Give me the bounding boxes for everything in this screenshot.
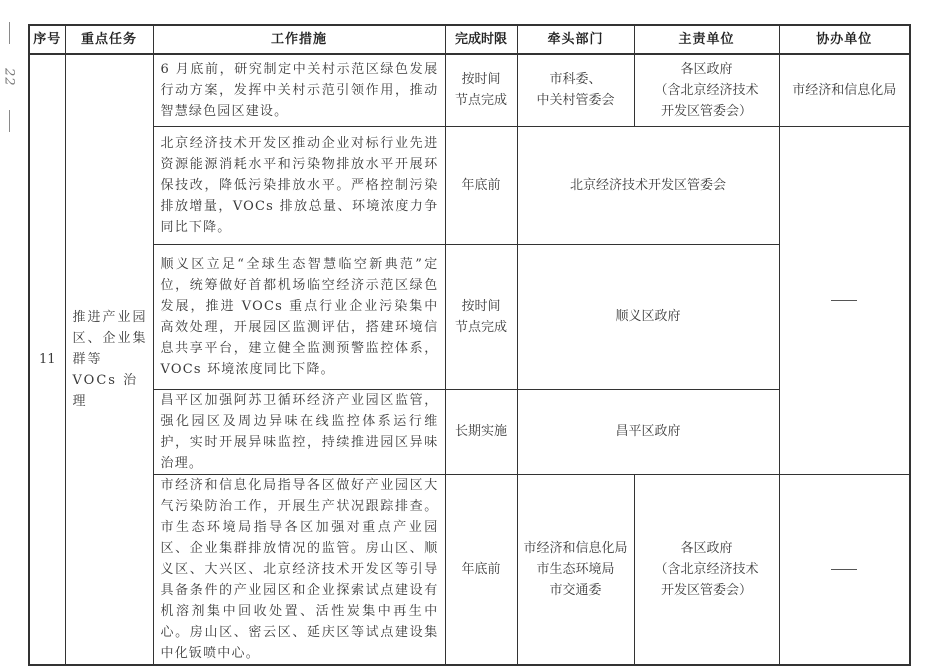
measure-cell: 昌平区加强阿苏卫循环经济产业园区监管，强化园区及周边异味在线监控体系运行维护，实时开展异味监控，持续推进园区异味治理。 bbox=[153, 389, 445, 474]
header-row bbox=[29, 25, 910, 54]
assist-unit-cell: 市经济和信息化局 bbox=[779, 54, 910, 126]
deadline-line: 节点完成 bbox=[454, 319, 507, 335]
main-unit-cell bbox=[634, 474, 779, 665]
deadline-cell: 年底前 bbox=[445, 474, 517, 665]
seq-cell: 11 bbox=[29, 54, 65, 665]
main-line: （含北京经济技术 bbox=[654, 82, 759, 98]
lead-line: 中关村管委会 bbox=[536, 93, 615, 109]
deadline-cell: 年底前 bbox=[445, 126, 517, 244]
lead-main-cell: 顺义区政府 bbox=[517, 244, 779, 389]
deadline-line: 按时间 bbox=[461, 72, 501, 88]
header-measure: 工作措施 bbox=[153, 25, 445, 54]
measure-cell: 6 月底前，研究制定中关村示范区绿色发展行动方案，发挥中关村示范引领作用，推动智慧绿色园区建设。 bbox=[153, 54, 445, 126]
main-unit-cell bbox=[634, 54, 779, 126]
measure-cell: 市经济和信息化局指导各区做好产业园区大气污染防治工作，开展生产状况跟踪排查。市生态环境局指导各区加强对重点产业园区、企业集群排放情况的监管。房山区、顺义区、大兴区、北京经济技术开发区等引导具备条件的产业园区和企业探索试点建设有机溶剂集中回收处置、活性炭集中再生中心。房山区、密云区、延庆区等试点建设集中化钣喷中心。 bbox=[153, 474, 445, 665]
main-line: （含北京经济技术 bbox=[654, 561, 759, 577]
dash-mark bbox=[831, 300, 857, 301]
deadline-cell bbox=[445, 244, 517, 389]
assist-unit-cell bbox=[779, 474, 910, 665]
deadline-line: 按时间 bbox=[461, 298, 501, 314]
assist-unit-cell bbox=[779, 126, 910, 474]
header-lead-dept: 牵头部门 bbox=[517, 25, 634, 54]
header-assist-unit: 协办单位 bbox=[779, 25, 910, 54]
main-line: 开发区管委会） bbox=[660, 582, 752, 598]
page-number bbox=[0, 22, 18, 132]
table-row bbox=[29, 389, 910, 474]
lead-main-cell: 昌平区政府 bbox=[517, 389, 779, 474]
deadline-cell bbox=[445, 54, 517, 126]
table-row bbox=[29, 54, 910, 126]
main-line: 各区政府 bbox=[680, 61, 733, 77]
divider bbox=[9, 110, 10, 132]
dash-mark bbox=[831, 569, 857, 570]
task-table bbox=[28, 24, 911, 666]
lead-main-cell: 北京经济技术开发区管委会 bbox=[517, 126, 779, 244]
lead-line: 市科委、 bbox=[549, 72, 602, 88]
task-cell: 推进产业园区、企业集群等 VOCs 治理 bbox=[65, 54, 153, 665]
table-row bbox=[29, 126, 910, 244]
page-number-text: 22 bbox=[1, 67, 17, 87]
lead-dept-cell bbox=[517, 54, 634, 126]
lead-line: 市生态环境局 bbox=[536, 561, 615, 577]
main-line: 各区政府 bbox=[680, 540, 733, 556]
deadline-line: 节点完成 bbox=[454, 93, 507, 109]
table-row bbox=[29, 244, 910, 389]
header-deadline: 完成时限 bbox=[445, 25, 517, 54]
header-main-unit: 主责单位 bbox=[634, 25, 779, 54]
lead-line: 市经济和信息化局 bbox=[523, 540, 628, 556]
main-line: 开发区管委会） bbox=[660, 103, 752, 119]
lead-dept-cell bbox=[517, 474, 634, 665]
measure-cell: 北京经济技术开发区推动企业对标行业先进资源能源消耗水平和污染物排放水平开展环保技改，降低污染排放水平。严格控制污染排放增量，VOCs 排放总量、环境浓度力争同比下降。 bbox=[153, 126, 445, 244]
measure-cell: 顺义区立足“全球生态智慧临空新典范”定位，统筹做好首都机场临空经济示范区绿色发展，推进 VOCs 重点行业企业污染集中高效处理，开展园区监测评估，搭建环境信息共享平台，建立健全监测预警监控体系，VOCs 环境浓度同比下降。 bbox=[153, 244, 445, 389]
header-seq: 序号 bbox=[29, 25, 65, 54]
lead-line: 市交通委 bbox=[549, 582, 602, 598]
table-row bbox=[29, 474, 910, 665]
deadline-cell: 长期实施 bbox=[445, 389, 517, 474]
divider bbox=[9, 22, 10, 44]
header-task: 重点任务 bbox=[65, 25, 153, 54]
